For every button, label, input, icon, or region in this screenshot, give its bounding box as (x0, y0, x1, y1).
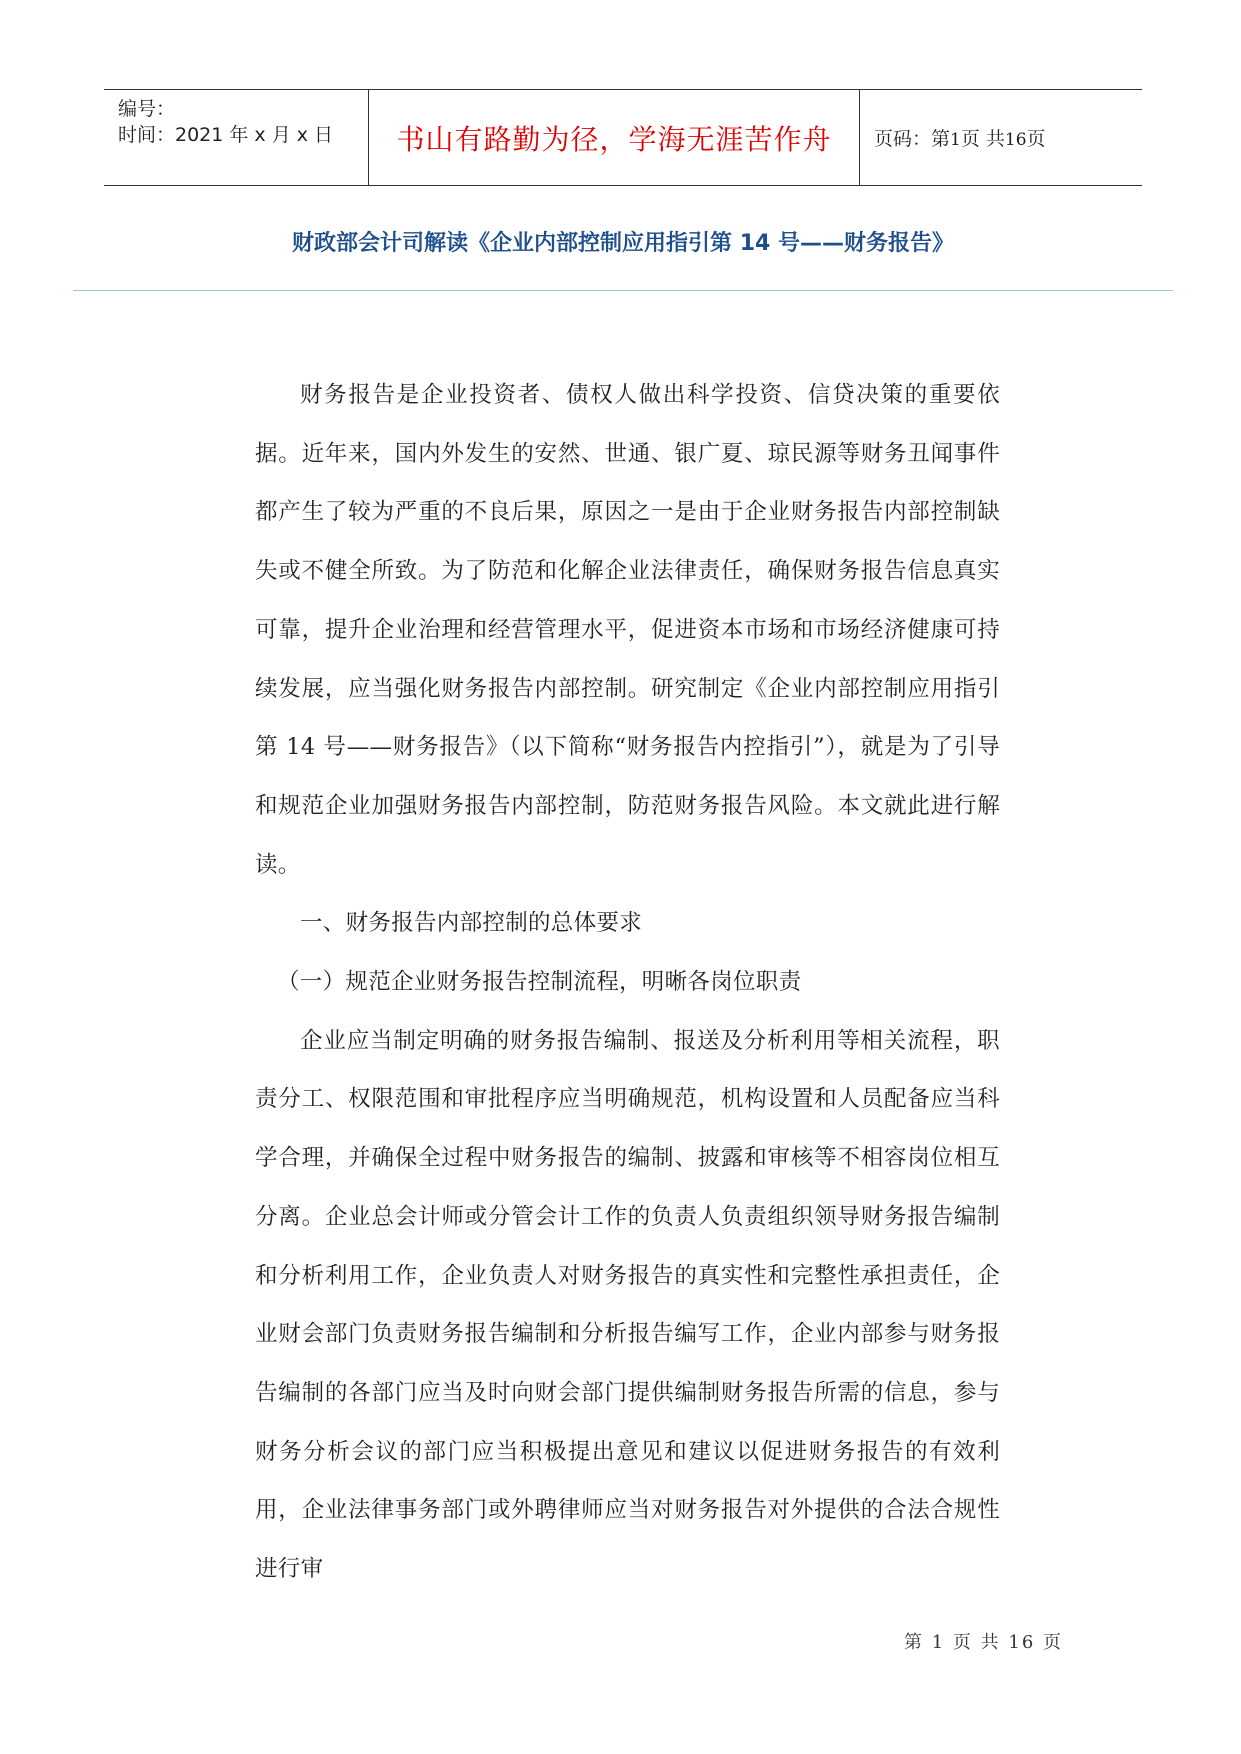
page-total: 16 (1004, 130, 1027, 150)
page-footer (904, 1628, 1063, 1654)
subsection-heading: （一）规范企业财务报告控制流程，明晰各岗位职责 (277, 969, 802, 996)
page-prefix: 页码：第 (874, 128, 951, 150)
page-mid: 页 共 (960, 128, 1005, 150)
document-title: 财政部会计司解读《企业内部控制应用指引第 14 号——财务报告》 (292, 231, 954, 256)
footer-total: 16 (1008, 1632, 1036, 1653)
header-page-cell (860, 90, 1142, 185)
header-info-cell (104, 90, 369, 185)
header-motto-cell (369, 90, 860, 185)
footer-prefix: 第 (904, 1632, 924, 1653)
footer-mid: 页 共 (952, 1632, 1001, 1653)
motto: 书山有路勤为径，学海无涯苦作舟 (396, 122, 832, 156)
header-table (104, 89, 1142, 186)
footer-suffix: 页 (1043, 1632, 1064, 1653)
header-page-indicator (874, 124, 1046, 151)
page-suffix: 页 (1026, 128, 1046, 150)
section-heading: 一、财务报告内部控制的总体要求 (300, 910, 643, 937)
paragraph-body: 企业应当制定明确的财务报告编制、报送及分析利用等相关流程，职责分工、权限范围和审批程序应当明确规范，机构设置和人员配备应当科学合理，并确保全过程中财务报告的编制、披露和审核等不相容岗位相互分离。企业总会计师或分管会计工作的负责人负责组织领导财务报告编制和分析利用工作，企业负责人对财务报告的真实性和完整性承担责任，企业财会部门负责财务报告编制和分析报告编写工作，企业内部参与财务报告编制的各部门应当及时向财会部门提供编制财务报告所需的信息，参与财务分析会议的部门应当积极提出意见和建议以促进财务报告的有效利用，企业法律事务部门或外聘律师应当对财务报告对外提供的合法合规性进行审 (255, 1027, 1000, 1583)
footer-current: 1 (931, 1632, 946, 1653)
paragraph-intro: 财务报告是企业投资者、债权人做出科学投资、信贷决策的重要依据。近年来，国内外发生的安然、世通、银广夏、琼民源等财务丑闻事件都产生了较为严重的不良后果，原因之一是由于企业财务报告内部控制缺失或不健全所致。为了防范和化解企业法律责任，确保财务报告信息真实可靠，提升企业治理和经营管理水平，促进资本市场和市场经济健康可持续发展，应当强化财务报告内部控制。研究制定《企业内部控制应用指引第 14 号——财务报告》（以下简称“财务报告内控指引”），就是为了引导和规范企业加强财务报告内部控制，防范财务报告风险。本文就此进行解读。 (255, 382, 1000, 878)
title-divider (73, 290, 1173, 291)
document-body (255, 366, 1000, 1599)
serial-number-label: 编号： (118, 98, 176, 120)
time-label: 时间：2021 年 x 月 x 日 (118, 124, 334, 146)
page-current: 1 (950, 130, 961, 150)
